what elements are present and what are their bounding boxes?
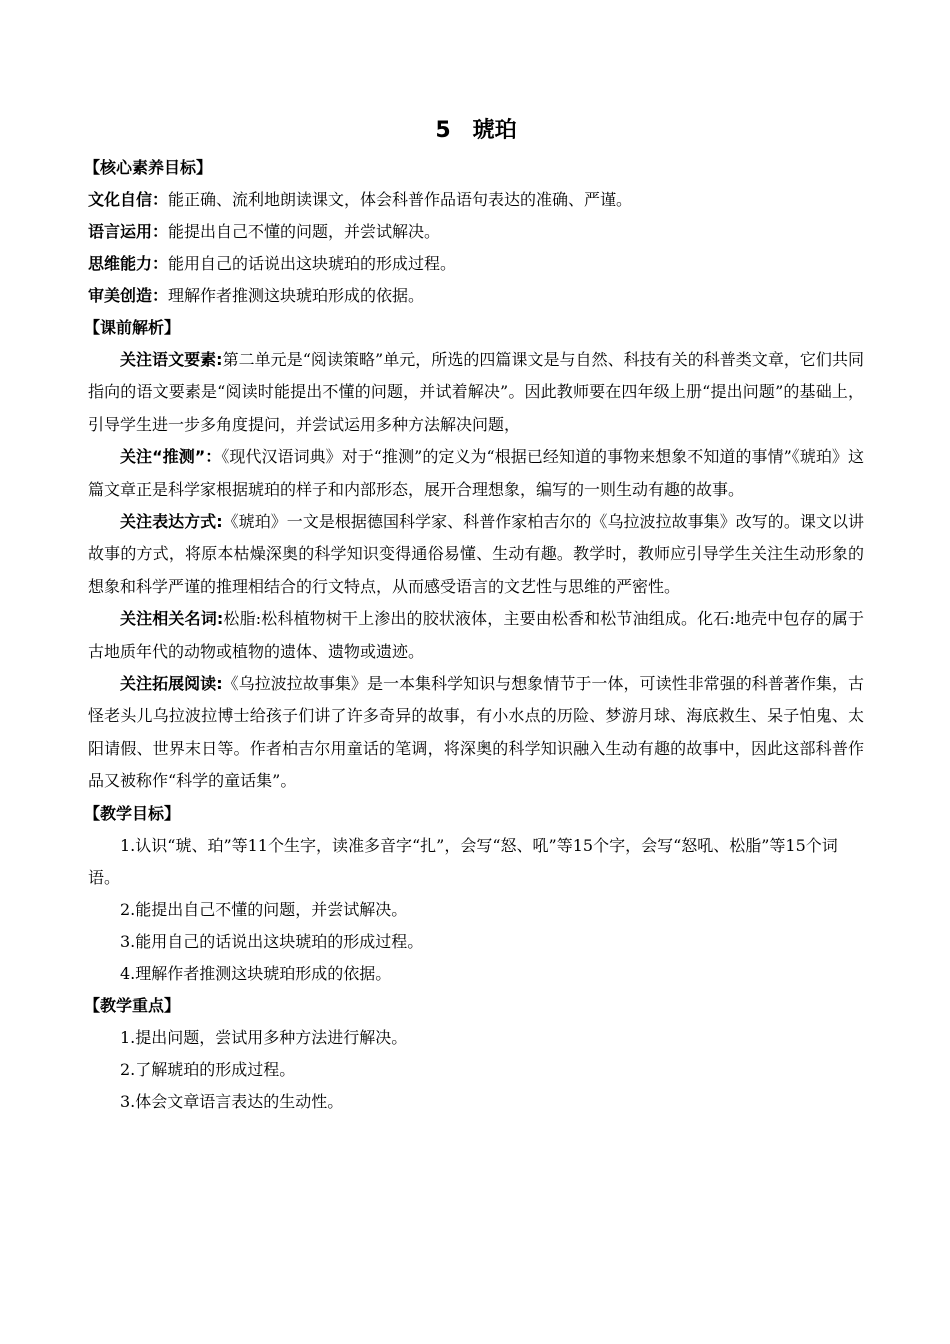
teaching-goal-item: 1.认识“琥、珀”等11个生字，读准多音字“扎”，会写“怒、吼”等15个字，会写“怒吼、松脂”等15个词语。 (88, 835, 838, 887)
preview-text: 《现代汉语词典》对于“推测”的定义为“根据已经知道的事物来想象不知道的事情”《琥珀》这篇文章正是科学家根据琥珀的样子和内部形态，展开合理想象，编写的一则生动有趣的故事。 (88, 447, 864, 499)
core-goal-item (88, 280, 864, 312)
core-goal-text: 能提出自己不懂的问题，并尝试解决。 (168, 222, 441, 241)
lesson-number: 5 (435, 118, 451, 143)
core-goals-heading: 【核心素养目标】 (84, 158, 213, 177)
core-goal-label: 文化自信： (88, 190, 169, 209)
teaching-goals-heading: 【教学目标】 (84, 803, 181, 823)
preview-paragraph (88, 344, 864, 441)
preview-paragraph (88, 506, 864, 603)
preview-paragraph (88, 603, 864, 668)
core-goal-label: 思维能力： (88, 254, 169, 273)
core-goal-item (88, 248, 864, 280)
preview-paragraph (88, 668, 864, 798)
core-goal-label: 语言运用： (88, 222, 169, 241)
core-goal-text: 能用自己的话说出这块琥珀的形成过程。 (168, 254, 457, 273)
key-point-item: 2.了解琥珀的形成过程。 (120, 1059, 296, 1079)
core-goal-label: 审美创造： (88, 286, 169, 305)
preview-text: 松脂:松科植物树干上渗出的胶状液体，主要由松香和松节油组成。化石:地壳中包存的属于古地质年代的动物或植物的遗体、遗物或遗迹。 (88, 609, 864, 661)
preview-label: 关注表达方式: (120, 512, 223, 532)
preview-label: 关注“推测”： (120, 447, 222, 467)
preview-text: 《琥珀》一文是根据德国科学家、科普作家柏吉尔的《乌拉波拉故事集》改写的。课文以讲故事的方式，将原本枯燥深奥的科学知识变得通俗易懂、生动有趣。教学时，教师应引导学生关注生动形象的想象和科学严谨的推理相结合的行文特点，从而感受语言的文艺性与思维的严密性。 (88, 512, 864, 596)
preview-label: 关注相关名词: (120, 609, 224, 629)
teaching-goal-item: 3.能用自己的话说出这块琥珀的形成过程。 (120, 931, 424, 951)
core-goal-text: 理解作者推测这块琥珀形成的依据。 (168, 286, 425, 305)
teaching-goal-item: 4.理解作者推测这块琥珀形成的依据。 (120, 963, 392, 983)
preview-label: 关注语文要素: (120, 350, 223, 369)
document-page (84, 112, 864, 1118)
lesson-title-text: 琥珀 (472, 118, 517, 143)
core-goal-text: 能正确、流利地朗读课文，体会科普作品语句表达的准确、严谨。 (168, 190, 633, 209)
lesson-title (88, 112, 864, 150)
core-goal-item (88, 216, 864, 248)
key-point-item: 3.体会文章语言表达的生动性。 (120, 1091, 344, 1111)
teaching-goal-item: 2.能提出自己不懂的问题，并尝试解决。 (120, 899, 408, 919)
preview-heading: 【课前解析】 (84, 318, 181, 337)
preview-label: 关注拓展阅读: (120, 674, 223, 694)
preview-paragraph (88, 441, 864, 506)
key-point-item: 1.提出问题，尝试用多种方法进行解决。 (120, 1027, 408, 1047)
key-points-heading: 【教学重点】 (84, 995, 181, 1015)
preview-text: 第二单元是“阅读策略”单元，所选的四篇课文是与自然、科技有关的科普类文章，它们共同指向的语文要素是“阅读时能提出不懂的问题，并试着解决”。因此教师要在四年级上册“提出问题”的基础上，引导学生进一步多角度提问，并尝试运用多种方法解决问题， (88, 350, 864, 434)
core-goal-item (88, 184, 864, 216)
preview-text: 《乌拉波拉故事集》是一本集科学知识与想象情节于一体，可读性非常强的科普著作集，古怪老头儿乌拉波拉博士给孩子们讲了许多奇异的故事，有小水点的历险、梦游月球、海底救生、呆子怕鬼、太阳请假、世界末日等。作者柏吉尔用童话的笔调，将深奥的科学知识融入生动有趣的故事中，因此这部科普作品又被称作“科学的童话集”。 (88, 674, 864, 791)
